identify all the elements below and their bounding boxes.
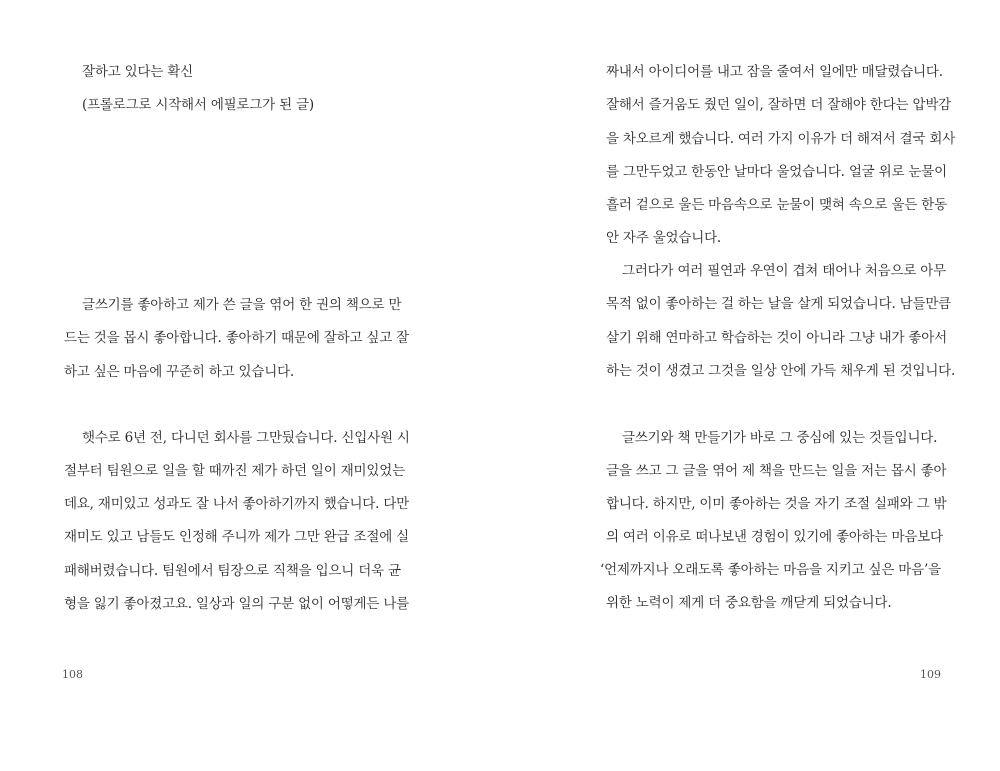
text-line: 재미도 있고 남들도 인정해 주니까 제가 그만 완급 조절에 실: [64, 529, 410, 545]
text-line: 의 여러 이유로 떠나보낸 경험이 있기에 좋아하는 마음보다: [606, 529, 943, 545]
text-line: 위한 노력이 제게 더 중요함을 깨닫게 되었습니다.: [606, 595, 892, 611]
text-line: 그러다가 여러 필연과 우연이 겹쳐 태어나 처음으로 아무: [622, 263, 946, 279]
text-line: 잘해서 즐거움도 줬던 일이, 잘하면 더 잘해야 한다는 압박감: [606, 97, 952, 113]
text-line: 을 차오르게 했습니다. 여러 가지 이유가 더 해져서 결국 회사: [606, 131, 956, 147]
right-page: [500, 0, 1000, 771]
text-line: 글쓰기를 좋아하고 제가 쓴 글을 엮어 한 권의 책으로 만: [82, 297, 402, 313]
page-number: 109: [920, 668, 941, 681]
text-line: 합니다. 하지만, 이미 좋아하는 것을 자기 조절 실패와 그 밖: [606, 496, 947, 512]
text-line: 패해버렸습니다. 팀원에서 팀장으로 직책을 입으니 더욱 균: [64, 563, 401, 579]
text-line: ‘언제까지나 오래도록 좋아하는 마음을 지키고 싶은 마음’을: [600, 562, 941, 578]
text-line: 하는 것이 생겼고 그것을 일상 안에 가득 채우게 된 것입니다.: [606, 363, 956, 379]
text-line: 드는 것을 몹시 좋아합니다. 좋아하기 때문에 잘하고 싶고 잘: [64, 330, 410, 346]
text-line: 절부터 팀원으로 일을 할 때까진 제가 하던 일이 재미있었는: [64, 463, 405, 479]
text-line: 햇수로 6년 전, 다니던 회사를 그만뒀습니다. 신입사원 시: [82, 430, 410, 446]
chapter-subtitle: (프롤로그로 시작해서 에필로그가 된 글): [82, 97, 314, 113]
page-number: 108: [62, 668, 83, 681]
text-line: 하고 싶은 마음에 꾸준히 하고 있습니다.: [64, 364, 295, 380]
text-line: 안 자주 울었습니다.: [606, 230, 722, 246]
text-line: 목적 없이 좋아하는 걸 하는 날을 살게 되었습니다. 남들만큼: [606, 296, 952, 312]
chapter-title: 잘하고 있다는 확신: [82, 64, 193, 80]
text-line: 살기 위해 연마하고 학습하는 것이 아니라 그냥 내가 좋아서: [606, 330, 947, 346]
text-line: 짜내서 아이디어를 내고 잠을 줄여서 일에만 매달렸습니다.: [606, 64, 943, 80]
text-line: 데요, 재미있고 성과도 잘 나서 좋아하기까지 했습니다. 다만: [64, 496, 410, 512]
text-line: 글을 쓰고 그 글을 엮어 제 책을 만드는 일을 저는 몹시 좋아: [606, 463, 947, 479]
text-line: 흘러 겉으로 울든 마음속으로 눈물이 맺혀 속으로 울든 한동: [606, 197, 947, 213]
text-line: 글쓰기와 책 만들기가 바로 그 중심에 있는 것들입니다.: [622, 430, 938, 446]
text-line: 를 그만두었고 한동안 날마다 울었습니다. 얼굴 위로 눈물이: [606, 164, 947, 180]
text-line: 형을 잃기 좋아졌고요. 일상과 일의 구분 없이 어떻게든 나를: [64, 596, 410, 612]
